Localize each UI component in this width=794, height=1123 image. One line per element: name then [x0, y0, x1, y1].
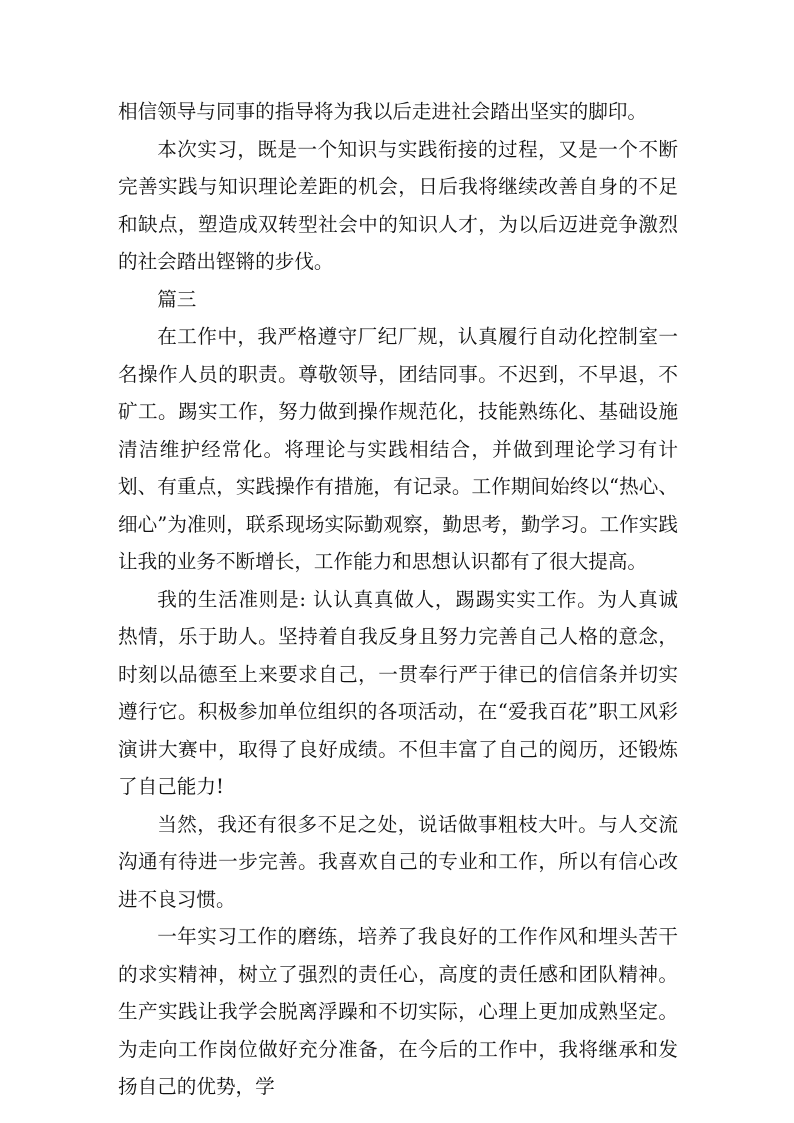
document-body	[118, 93, 678, 1106]
paragraph-work-conduct: 在工作中，我严格遵守厂纪厂规，认真履行自动化控制室一名操作人员的职责。尊敬领导，团结同事。不迟到，不早退，不矿工。踢实工作，努力做到操作规范化，技能熟练化、基础设施清洁维护经常化。将理论与实践相结合，并做到理论学习有计划、有重点，实践操作有措施，有记录。工作期间始终以“热心、细心”为准则，联系现场实际勤观察，勤思考，勤学习。工作实践让我的业务不断增长，工作能力和思想认识都有了很大提高。	[118, 325, 678, 573]
paragraph-year-reflection: 一年实习工作的磨练，培养了我良好的工作作风和埋头苦干的求实精神，树立了强烈的责任心，高度的责任感和团队精神。生产实践让我学会脱离浮躁和不切实际，心理上更加成熟坚定。为走向工作岗位做好充分准备，在今后的工作中，我将继承和发扬自己的优势，学	[118, 925, 678, 1098]
paragraph-internship-summary: 本次实习，既是一个知识与实践衔接的过程，又是一个不断完善实践与知识理论差距的机会，日后我将继续改善自身的不足和缺点，塑造成双转型社会中的知识人才，为以后迈进竞争激烈的社会踏出铿锵的步伐。	[118, 137, 678, 273]
paragraph-life-principles: 我的生活准则是: 认认真真做人，踢踢实实工作。为人真诚热情，乐于助人。坚持着自我反身且努力完善自己人格的意念，时刻以品德至上来要求自己，一贯奉行严于律已的信信条并切实遵行它。积极参加单位组织的各项活动，在“爱我百花”职工风彩演讲大赛中，取得了良好成绩。不但丰富了自己的阅历，还锻炼了自己能力!	[118, 587, 678, 798]
paragraph-continuation: 相信领导与同事的指导将为我以后走进社会踏出坚实的脚印。	[118, 100, 648, 123]
paragraph-shortcomings: 当然，我还有很多不足之处，说话做事粗枝大叶。与人交流沟通有待进一步完善。我喜欢自己的专业和工作，所以有信心改进不良习惯。	[118, 812, 678, 911]
section-heading: 篇三	[157, 287, 197, 311]
